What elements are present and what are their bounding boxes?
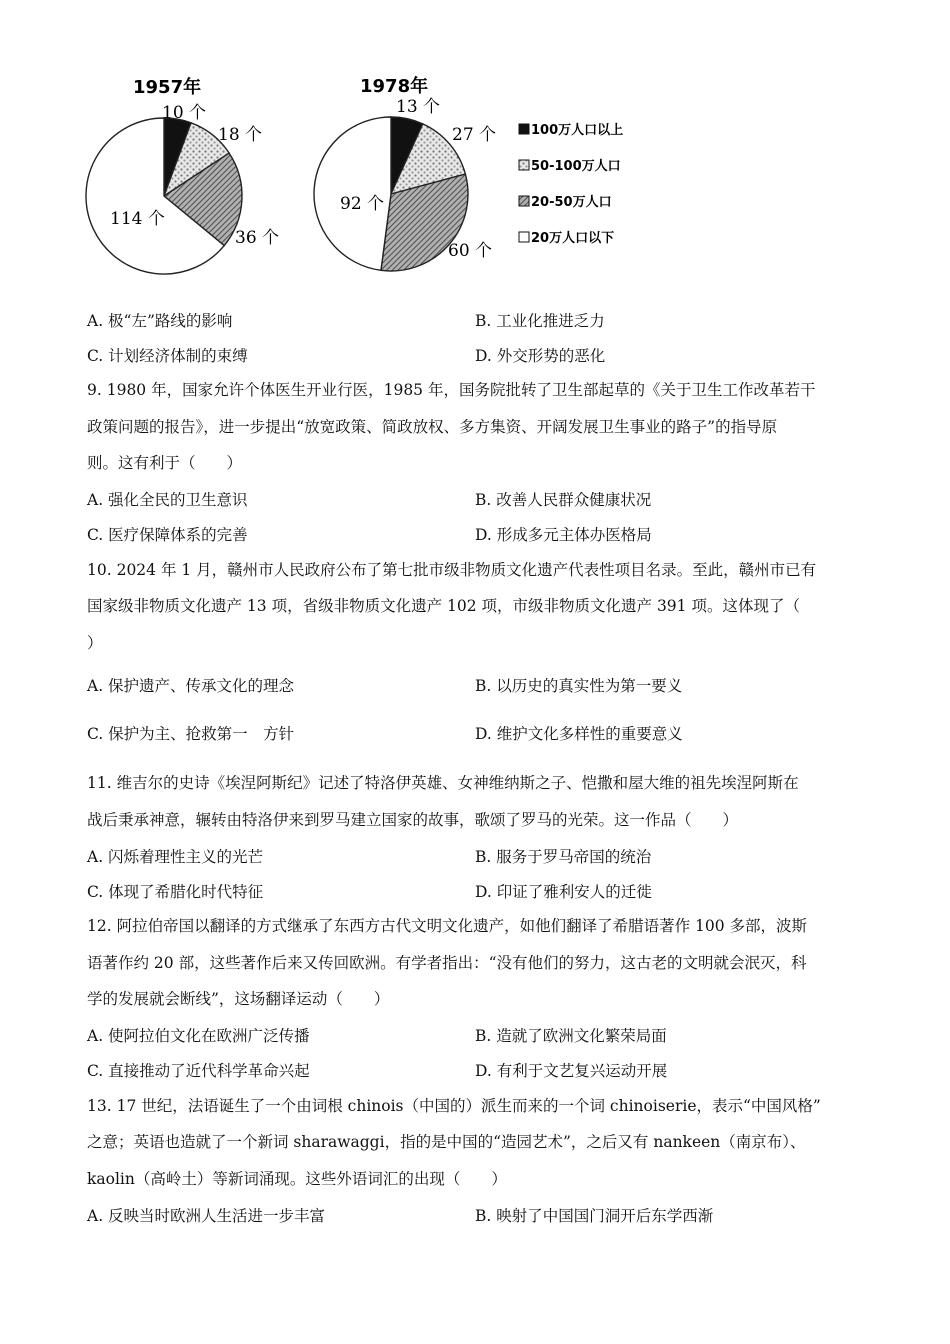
pie-1978 bbox=[314, 117, 468, 271]
q8-option-a[interactable]: A. 极“左”路线的影响 bbox=[87, 311, 233, 330]
q10-stem bbox=[87, 552, 867, 662]
q11-option-b[interactable]: B. 服务于罗马帝国的统治 bbox=[475, 847, 652, 866]
legend-swatch-50-100w bbox=[519, 160, 529, 170]
q11-stem-line: 11. 维吉尔的史诗《埃涅阿斯纪》记述了特洛伊英雄、女神维纳斯之子、恺撒和屋大维的祖先埃涅阿斯在 bbox=[87, 774, 799, 792]
q13-stem-line: 13. 17 世纪，法语诞生了一个由词根 chinois（中国的）派生而来的一个词 chinoiserie，表示“中国风格” bbox=[87, 1096, 821, 1115]
pie-1978-label-100w: 13 个 bbox=[396, 97, 441, 117]
legend-swatch-100w bbox=[519, 124, 529, 134]
pie-1957-label-50-100w: 18 个 bbox=[218, 125, 263, 145]
city-population-pie-charts bbox=[0, 0, 950, 290]
legend-label-100w: 100万人口以上 bbox=[531, 123, 624, 138]
q9-stem-line: 则。这有利于（ ） bbox=[87, 454, 243, 472]
q11-options-row-1 bbox=[87, 838, 867, 873]
q12-option-c[interactable]: C. 直接推动了近代科学革命兴起 bbox=[87, 1062, 310, 1080]
q10-stem-line: 国家级非物质文化遗产 13 项，省级非物质文化遗产 102 项，市级非物质文化遗产 391 项。这体现了（ bbox=[87, 597, 800, 615]
q12-stem bbox=[87, 908, 867, 1018]
pie-1978-label-below-20w: 92 个 bbox=[340, 194, 385, 214]
q13-option-a[interactable]: A. 反映当时欧洲人生活进一步丰富 bbox=[87, 1206, 326, 1225]
q8-options-row-2 bbox=[87, 337, 867, 372]
q12-option-b[interactable]: B. 造就了欧洲文化繁荣局面 bbox=[475, 1027, 667, 1045]
q8-option-c[interactable]: C. 计划经济体制的束缚 bbox=[87, 346, 248, 365]
q10-option-a[interactable]: A. 保护遗产、传承文化的理念 bbox=[87, 677, 295, 695]
pie-1978-label-20-50w: 60 个 bbox=[448, 241, 493, 261]
q10-options-row-2 bbox=[87, 709, 867, 757]
q11-options-row-2 bbox=[87, 873, 867, 908]
q9-option-c[interactable]: C. 医疗保障体系的完善 bbox=[87, 526, 248, 544]
q13-option-b[interactable]: B. 映射了中国国门洞开后东学西渐 bbox=[475, 1206, 714, 1225]
q12-stem-line: 学的发展就会断线”，这场翻译运动（ ） bbox=[87, 990, 390, 1008]
q8-options-row-1 bbox=[87, 302, 867, 337]
q12-stem-line: 语著作约 20 部，这些著作后来又传回欧洲。有学者指出：“没有他们的努力，这古老的文明就会泯灭，科 bbox=[87, 953, 807, 972]
q13-stem-line: kaolin（高岭土）等新词涌现。这些外语词汇的出现（ ） bbox=[87, 1169, 507, 1188]
legend-label-below-20w: 20万人口以下 bbox=[531, 231, 615, 246]
q10-option-b[interactable]: B. 以历史的真实性为第一要义 bbox=[475, 677, 683, 695]
q11-option-d[interactable]: D. 印证了雅利安人的迁徙 bbox=[475, 882, 652, 901]
pie-1978-label-50-100w: 27 个 bbox=[452, 125, 497, 145]
pie-1978-title: 1978年 bbox=[360, 76, 429, 97]
pie-1957-title: 1957年 bbox=[133, 77, 202, 98]
q9-options-row-1 bbox=[87, 482, 867, 517]
q12-options-row-2 bbox=[87, 1053, 867, 1088]
pie-1957-label-100w: 10 个 bbox=[162, 103, 207, 123]
question-list bbox=[87, 302, 867, 1232]
q13-stem-line: 之意；英语也造就了一个新词 sharawaggi，指的是中国的“造园艺术”，之后又有 nankeen（南京布）、 bbox=[87, 1133, 806, 1151]
q8-option-d[interactable]: D. 外交形势的恶化 bbox=[475, 346, 606, 365]
q10-option-d[interactable]: D. 维护文化多样性的重要意义 bbox=[475, 725, 683, 743]
q9-option-a[interactable]: A. 强化全民的卫生意识 bbox=[87, 491, 248, 509]
legend-swatch-below-20w bbox=[519, 232, 529, 242]
q9-option-b[interactable]: B. 改善人民群众健康状况 bbox=[475, 491, 652, 509]
q12-options-row-1 bbox=[87, 1018, 867, 1053]
q10-stem-line: ） bbox=[87, 633, 103, 652]
q12-option-d[interactable]: D. 有利于文艺复兴运动开展 bbox=[475, 1062, 668, 1080]
q13-options-row-1 bbox=[87, 1197, 867, 1232]
q12-option-a[interactable]: A. 使阿拉伯文化在欧洲广泛传播 bbox=[87, 1027, 310, 1045]
q13-stem bbox=[87, 1088, 867, 1198]
q11-option-a[interactable]: A. 闪烁着理性主义的光芒 bbox=[87, 847, 264, 866]
legend-label-20-50w: 20-50万人口 bbox=[531, 195, 612, 210]
q12-stem-line: 12. 阿拉伯帝国以翻译的方式继承了东西方古代文明文化遗产，如他们翻译了希腊语著作 100 多部，波斯 bbox=[87, 917, 808, 935]
pie-1957-label-below-20w: 114 个 bbox=[110, 209, 165, 229]
q9-options-row-2 bbox=[87, 517, 867, 552]
q9-option-d[interactable]: D. 形成多元主体办医格局 bbox=[475, 526, 652, 544]
q11-stem bbox=[87, 765, 867, 838]
q8-option-b[interactable]: B. 工业化推进乏力 bbox=[475, 311, 605, 330]
q11-option-c[interactable]: C. 体现了希腊化时代特征 bbox=[87, 882, 264, 901]
q10-option-c[interactable]: C. 保护为主、抢救第一 方针 bbox=[87, 725, 295, 743]
legend-swatch-20-50w bbox=[519, 196, 529, 206]
q11-stem-line: 战后秉承神意，辗转由特洛伊来到罗马建立国家的故事，歌颂了罗马的光荣。这一作品（ ） bbox=[87, 810, 739, 829]
legend-label-50-100w: 50-100万人口 bbox=[531, 159, 621, 174]
q10-stem-line: 10. 2024 年 1 月，赣州市人民政府公布了第七批市级非物质文化遗产代表性项目名录。至此，赣州市已有 bbox=[87, 560, 817, 579]
q10-options-row-1 bbox=[87, 661, 867, 709]
pie-1957-label-20-50w: 36 个 bbox=[235, 228, 280, 248]
legend bbox=[519, 123, 623, 246]
q9-stem-line: 政策问题的报告》，进一步提出“放宽政策、简政放权、多方集资、开阔发展卫生事业的路子”的指导原 bbox=[87, 417, 778, 436]
q9-stem-line: 9. 1980 年，国家允许个体医生开业行医，1985 年，国务院批转了卫生部起草的《关于卫生工作改革若干 bbox=[87, 381, 816, 399]
q9-stem bbox=[87, 372, 867, 482]
